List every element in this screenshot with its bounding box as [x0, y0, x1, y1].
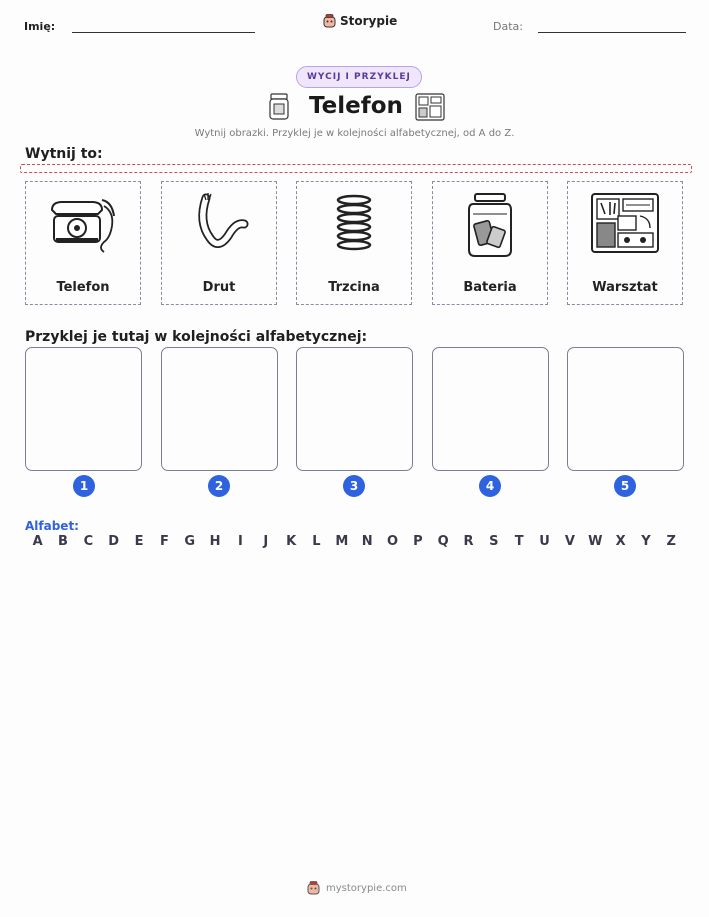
cut-heading: Wytnij to:: [25, 146, 103, 162]
brand-name: Storypie: [340, 14, 398, 28]
alphabet-letter: G: [184, 534, 196, 549]
alphabet-letter: D: [108, 534, 120, 549]
alphabet-letter: P: [413, 534, 423, 549]
workshop-icon: [590, 192, 660, 254]
alphabet-letter: S: [489, 534, 499, 549]
alphabet-letter: A: [32, 534, 43, 549]
paste-slot-3[interactable]: [296, 347, 413, 471]
storypie-logo-icon: [307, 881, 320, 895]
cut-card-bateria[interactable]: [432, 181, 548, 305]
alphabet-letter: L: [312, 534, 321, 549]
alphabet-letter: M: [335, 534, 349, 549]
title-right-icon: [415, 93, 445, 125]
footer-url[interactable]: mystorypie.com: [326, 882, 407, 894]
footer: [307, 881, 407, 895]
name-label: Imię:: [24, 20, 56, 33]
paste-slot-2[interactable]: [161, 347, 278, 471]
telephone-icon: [48, 192, 118, 254]
slot-number-5: 5: [614, 475, 636, 497]
slot-number-4: 4: [479, 475, 501, 497]
alphabet-letter: H: [209, 534, 221, 549]
activity-badge: WYCIJ I PRZYKLEJ: [296, 66, 422, 88]
card-label: Telefon: [56, 280, 110, 295]
paste-slot-1[interactable]: [25, 347, 142, 471]
alphabet-letter: B: [58, 534, 68, 549]
spring-icon: [319, 192, 389, 254]
cut-card-warsztat[interactable]: [567, 181, 683, 305]
title-left-icon: [268, 93, 290, 125]
alphabet-letter: C: [83, 534, 94, 549]
brand-logo: [323, 14, 397, 28]
alphabet-letter: X: [615, 534, 626, 549]
card-label: Bateria: [463, 280, 517, 295]
alphabet-title: Alfabet:: [25, 519, 79, 533]
alphabet-letter: Z: [666, 534, 676, 549]
slot-number-1: 1: [73, 475, 95, 497]
alphabet-letter: O: [386, 534, 399, 549]
storypie-logo-icon: [323, 14, 336, 28]
alphabet-letter: Q: [437, 534, 449, 549]
date-label: Data:: [493, 20, 523, 33]
page-title: Telefon: [309, 93, 403, 119]
card-label: Drut: [202, 280, 236, 295]
alphabet-letter: U: [539, 534, 550, 549]
alphabet-letter: V: [564, 534, 575, 549]
paste-slot-5[interactable]: [567, 347, 684, 471]
cut-card-telefon[interactable]: [25, 181, 141, 305]
slot-number-2: 2: [208, 475, 230, 497]
paste-slot-4[interactable]: [432, 347, 549, 471]
alphabet-letter: J: [263, 534, 269, 549]
cut-card-drut[interactable]: [161, 181, 277, 305]
alphabet-letter: N: [361, 534, 373, 549]
alphabet-letter: I: [238, 534, 243, 549]
alphabet-letter: R: [463, 534, 474, 549]
alphabet-letter: W: [588, 534, 603, 549]
card-label: Trzcina: [328, 280, 380, 295]
alphabet-row: [25, 534, 684, 549]
date-line[interactable]: [538, 32, 686, 33]
wire-icon: [184, 192, 254, 254]
cut-card-trzcina[interactable]: [296, 181, 412, 305]
cut-line: [20, 164, 692, 173]
alphabet-letter: T: [514, 534, 524, 549]
slot-number-3: 3: [343, 475, 365, 497]
alphabet-letter: K: [286, 534, 297, 549]
name-line[interactable]: [72, 32, 255, 33]
battery-jar-icon: [455, 192, 525, 258]
alphabet-letter: F: [159, 534, 169, 549]
alphabet-letter: E: [134, 534, 144, 549]
alphabet-letter: Y: [641, 534, 651, 549]
instructions: Wytnij obrazki. Przyklej je w kolejności alfabetycznej, od A do Z.: [194, 128, 515, 139]
card-label: Warsztat: [592, 280, 658, 295]
paste-heading: Przyklej je tutaj w kolejności alfabetycznej:: [25, 329, 368, 345]
